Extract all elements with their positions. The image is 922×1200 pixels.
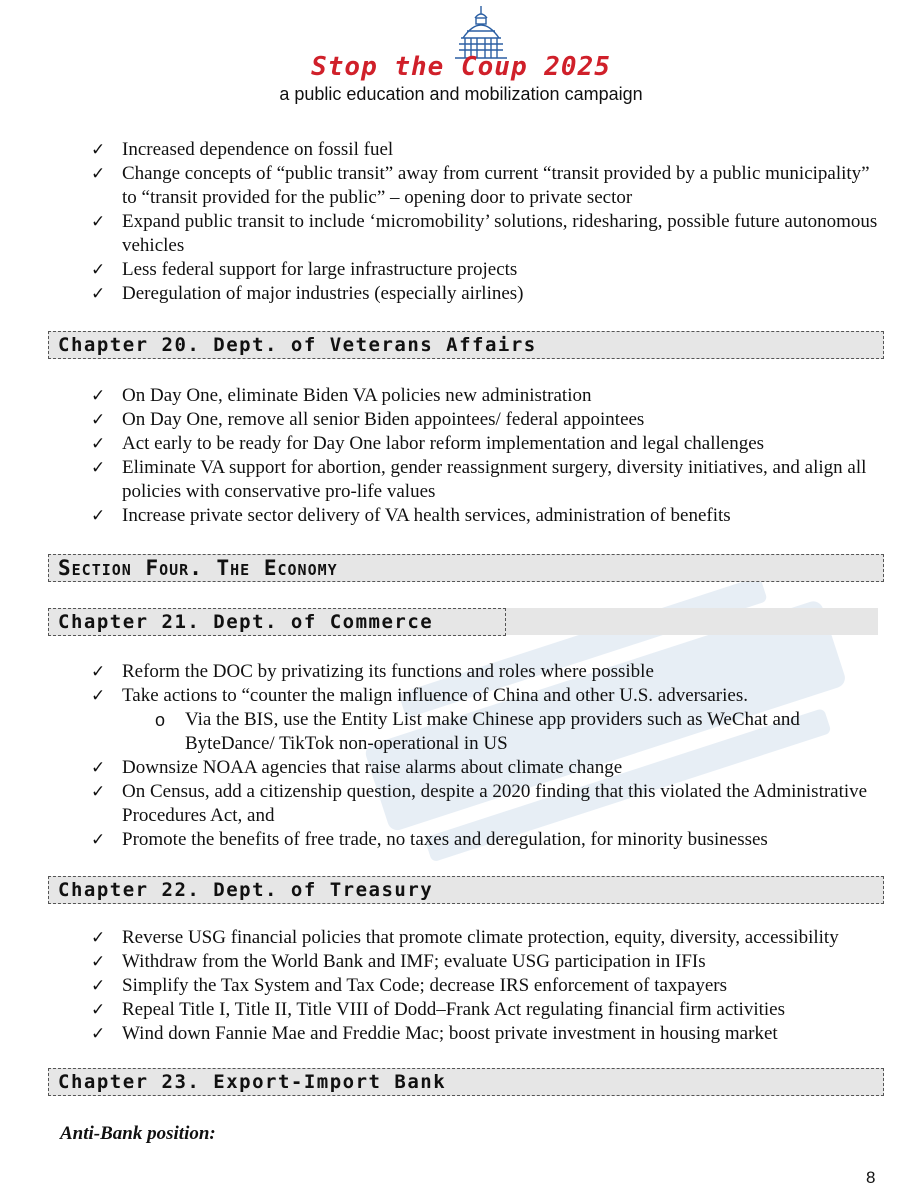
transport-list xyxy=(0,138,922,306)
header-subtitle: a public education and mobilization campaign xyxy=(279,84,643,104)
chapter-22-heading: Chapter 22. Dept. of Treasury xyxy=(48,876,884,904)
list-item: ✓ Reform the DOC by privatizing its functions and roles where possible xyxy=(91,661,654,682)
page-number: 8 xyxy=(866,1168,876,1187)
check-icon: ✓ xyxy=(91,410,106,430)
list-item: ✓ Expand public transit to include ‘micromobility’ solutions, ridesharing, possible future autonomous vehicles xyxy=(91,211,878,256)
list-item: ✓ On Day One, remove all senior Biden appointees/ federal appointees xyxy=(91,409,645,430)
list-item: ✓ Change concepts of “public transit” away from current “transit provided by a public municipality” to “transit provided for the public” – opening door to private sector xyxy=(91,163,870,208)
list-item: ✓ Less federal support for large infrastructure projects xyxy=(91,259,518,280)
list-item: ✓ Promote the benefits of free trade, no taxes and deregulation, for minority businesses xyxy=(91,829,768,850)
list-item: ✓ Deregulation of major industries (especially airlines) xyxy=(91,283,524,304)
check-icon: ✓ xyxy=(91,506,106,526)
check-icon: ✓ xyxy=(91,976,106,996)
check-icon: ✓ xyxy=(91,952,106,972)
check-icon: ✓ xyxy=(91,212,106,232)
page-header xyxy=(0,0,922,110)
list-item: ✓ Increase private sector delivery of VA health services, administration of benefits xyxy=(91,505,731,526)
list-item: ✓ Take actions to “counter the malign influence of China and other U.S. adversaries. xyxy=(91,685,748,706)
header-title: Stop the Coup 2025 xyxy=(311,52,611,82)
list-item: ✓ On Day One, eliminate Biden VA policies new administration xyxy=(91,385,592,406)
list-item: ✓ Downsize NOAA agencies that raise alarms about climate change xyxy=(91,757,623,778)
chapter-21-list xyxy=(0,660,922,852)
anti-bank-label: Anti-Bank position: xyxy=(60,1123,216,1144)
sub-list-item: o Via the BIS, use the Entity List make Chinese app providers such as WeChat and ByteDance/ TikTok non-operational in US xyxy=(155,709,800,754)
chapter-23-heading: Chapter 23. Export-Import Bank xyxy=(48,1068,884,1096)
list-item: ✓ Increased dependence on fossil fuel xyxy=(91,139,394,160)
check-icon: ✓ xyxy=(91,662,106,682)
check-icon: ✓ xyxy=(91,458,106,478)
check-icon: ✓ xyxy=(91,140,106,160)
list-item: ✓ Act early to be ready for Day One labor reform implementation and legal challenges xyxy=(91,433,765,454)
circle-bullet-icon: o xyxy=(155,710,166,730)
check-icon: ✓ xyxy=(91,782,106,802)
check-icon: ✓ xyxy=(91,1000,106,1020)
list-item: ✓ Eliminate VA support for abortion, gender reassignment surgery, diversity initiatives, and align all policies with conservative pro-life values xyxy=(91,457,867,502)
check-icon: ✓ xyxy=(91,1024,106,1044)
check-icon: ✓ xyxy=(91,284,106,304)
list-item: ✓ On Census, add a citizenship question, despite a 2020 finding that this violated the Administrative Procedures Act, and xyxy=(91,781,868,826)
check-icon: ✓ xyxy=(91,686,106,706)
list-item: ✓ Simplify the Tax System and Tax Code; decrease IRS enforcement of taxpayers xyxy=(91,975,728,996)
list-item: ✓ Withdraw from the World Bank and IMF; evaluate USG participation in IFIs xyxy=(91,951,706,972)
check-icon: ✓ xyxy=(91,386,106,406)
check-icon: ✓ xyxy=(91,260,106,280)
chapter-22-list xyxy=(0,926,922,1046)
chapter-20-list xyxy=(0,384,922,528)
check-icon: ✓ xyxy=(91,164,106,184)
section-four-heading: Section Four. The Economy xyxy=(48,554,884,582)
list-item: ✓ Repeal Title I, Title II, Title VIII of Dodd–Frank Act regulating financial firm activities xyxy=(91,999,785,1020)
chapter-20-heading: Chapter 20. Dept. of Veterans Affairs xyxy=(48,331,884,359)
check-icon: ✓ xyxy=(91,830,106,850)
list-item: ✓ Wind down Fannie Mae and Freddie Mac; boost private investment in housing market xyxy=(91,1023,778,1044)
list-item: ✓ Reverse USG financial policies that promote climate protection, equity, diversity, accessibility xyxy=(91,927,839,948)
check-icon: ✓ xyxy=(91,758,106,778)
check-icon: ✓ xyxy=(91,434,106,454)
chapter-21-heading: Chapter 21. Dept. of Commerce xyxy=(48,608,506,636)
check-icon: ✓ xyxy=(91,928,106,948)
